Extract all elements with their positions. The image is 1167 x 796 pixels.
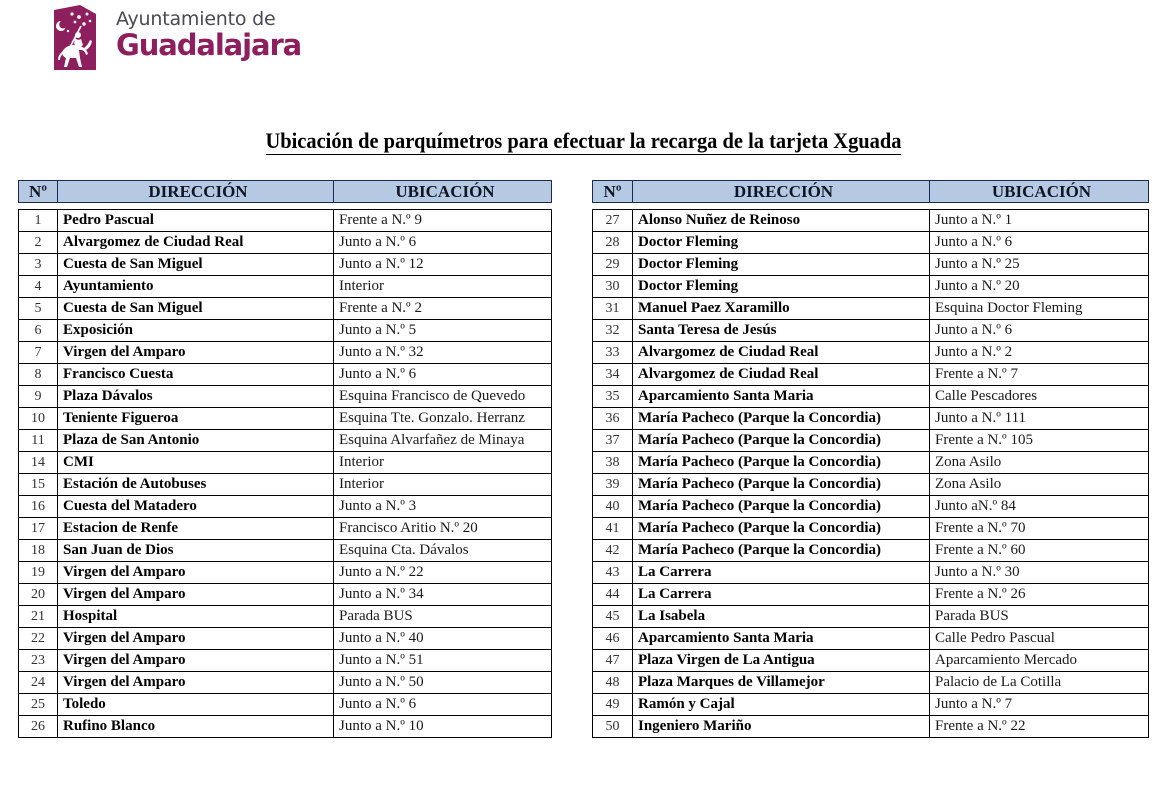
cell-direccion: María Pacheco (Parque la Concordia): [633, 518, 930, 540]
table-row: [19, 408, 552, 430]
cell-direccion: Doctor Fleming: [633, 232, 930, 254]
cell-direccion: Santa Teresa de Jesús: [633, 320, 930, 342]
table-row: [19, 562, 552, 584]
table-row: [593, 672, 1149, 694]
cell-num: 18: [19, 540, 58, 562]
cell-ubicacion: Frente a N.º 7: [930, 364, 1149, 386]
cell-num: 7: [19, 342, 58, 364]
cell-num: 6: [19, 320, 58, 342]
cell-ubicacion: Esquina Cta. Dávalos: [334, 540, 552, 562]
table-row: [19, 430, 552, 452]
cell-direccion: Virgen del Amparo: [58, 628, 334, 650]
cell-direccion: Cuesta de San Miguel: [58, 298, 334, 320]
cell-num: 27: [593, 210, 633, 232]
cell-ubicacion: Parada BUS: [334, 606, 552, 628]
cell-ubicacion: Esquina Alvarfañez de Minaya: [334, 430, 552, 452]
cell-num: 38: [593, 452, 633, 474]
cell-direccion: Cuesta del Matadero: [58, 496, 334, 518]
table-row: [19, 452, 552, 474]
cell-direccion: Exposición: [58, 320, 334, 342]
cell-direccion: Manuel Paez Xaramillo: [633, 298, 930, 320]
cell-ubicacion: Junto a N.º 7: [930, 694, 1149, 716]
table-row: [593, 386, 1149, 408]
cell-num: 1: [19, 210, 58, 232]
cell-ubicacion: Frente a N.º 26: [930, 584, 1149, 606]
cell-ubicacion: Junto a N.º 5: [334, 320, 552, 342]
column-header-direccion: DIRECCIÓN: [633, 181, 930, 203]
cell-num: 48: [593, 672, 633, 694]
table-row: [593, 430, 1149, 452]
table-row: [593, 474, 1149, 496]
cell-num: 32: [593, 320, 633, 342]
cell-direccion: Doctor Fleming: [633, 254, 930, 276]
cell-ubicacion: Zona Asilo: [930, 474, 1149, 496]
cell-ubicacion: Junto a N.º 2: [930, 342, 1149, 364]
cell-direccion: Pedro Pascual: [58, 210, 334, 232]
cell-ubicacion: Palacio de La Cotilla: [930, 672, 1149, 694]
cell-direccion: San Juan de Dios: [58, 540, 334, 562]
cell-direccion: Plaza de San Antonio: [58, 430, 334, 452]
cell-num: 25: [19, 694, 58, 716]
cell-ubicacion: Junto a N.º 12: [334, 254, 552, 276]
parkmeter-table-right: [592, 180, 1149, 738]
table-row: [19, 606, 552, 628]
cell-ubicacion: Frente a N.º 105: [930, 430, 1149, 452]
table-row: [19, 672, 552, 694]
page-title: [41, 128, 1126, 154]
cell-direccion: Alvargomez de Ciudad Real: [633, 342, 930, 364]
cell-direccion: Alvargomez de Ciudad Real: [633, 364, 930, 386]
cell-direccion: La Isabela: [633, 606, 930, 628]
cell-direccion: María Pacheco (Parque la Concordia): [633, 474, 930, 496]
cell-num: 26: [19, 716, 58, 738]
table-row: [593, 320, 1149, 342]
column-header-num: Nº: [593, 181, 633, 203]
cell-ubicacion: Junto a N.º 3: [334, 496, 552, 518]
cell-ubicacion: Frente a N.º 22: [935, 718, 1026, 734]
cell-ubicacion: Interior: [334, 276, 552, 298]
cell-direccion: Teniente Figueroa: [58, 408, 334, 430]
cell-direccion: María Pacheco (Parque la Concordia): [633, 540, 930, 562]
cell-direccion: Virgen del Amparo: [58, 562, 334, 584]
table-row: [593, 232, 1149, 254]
cell-num: 47: [593, 650, 633, 672]
cell-direccion: Cuesta de San Miguel: [58, 254, 334, 276]
cell-direccion: CMI: [58, 452, 334, 474]
table-row: [593, 452, 1149, 474]
cell-ubicacion: Aparcamiento Mercado: [930, 650, 1149, 672]
cell-num: 35: [593, 386, 633, 408]
cell-direccion: Hospital: [58, 606, 334, 628]
cell-ubicacion: Frente a N.º 70: [930, 518, 1149, 540]
table-row: [19, 518, 552, 540]
table-right-body: [592, 209, 1149, 738]
table-left-header: [18, 180, 552, 203]
cell-ubicacion: Junto a N.º 22: [334, 562, 552, 584]
table-row: [19, 628, 552, 650]
cell-direccion: Rufino Blanco: [58, 716, 334, 738]
cell-ubicacion: Junto a N.º 40: [334, 628, 552, 650]
parkmeter-table-left: [18, 180, 552, 738]
table-row: [19, 716, 552, 738]
cell-num: 11: [19, 430, 58, 452]
table-left-body: [18, 209, 552, 738]
cell-ubicacion: Frente a N.º 2: [334, 298, 552, 320]
cell-num: 23: [19, 650, 58, 672]
cell-ubicacion: Junto a N.º 10: [339, 718, 424, 734]
column-header-ubicacion: UBICACIÓN: [930, 181, 1149, 203]
cell-ubicacion: Junto aN.º 84: [930, 496, 1149, 518]
cell-num: 37: [593, 430, 633, 452]
table-row: [19, 232, 552, 254]
table-row: [593, 276, 1149, 298]
cell-ubicacion: Calle Pedro Pascual: [930, 628, 1149, 650]
cell-num: 9: [19, 386, 58, 408]
cell-num: 10: [19, 408, 58, 430]
cell-num: 31: [593, 298, 633, 320]
table-row: [19, 496, 552, 518]
cell-ubicacion: Junto a N.º 25: [930, 254, 1149, 276]
cell-ubicacion: Junto a N.º 111: [930, 408, 1149, 430]
cell-num: 30: [593, 276, 633, 298]
cell-direccion: Plaza Marques de Villamejor: [633, 672, 930, 694]
cell-direccion: Ramón y Cajal: [633, 694, 930, 716]
cell-num: 39: [593, 474, 633, 496]
cell-direccion: Francisco Cuesta: [58, 364, 334, 386]
cell-num: 43: [593, 562, 633, 584]
table-row: [19, 364, 552, 386]
cell-direccion: Estacion de Renfe: [58, 518, 334, 540]
cell-direccion: Toledo: [58, 694, 334, 716]
cell-num: 2: [19, 232, 58, 254]
cell-ubicacion: Esquina Doctor Fleming: [930, 298, 1149, 320]
cell-num: 50: [593, 716, 633, 738]
table-header-row: [593, 181, 1149, 203]
cell-direccion: María Pacheco (Parque la Concordia): [633, 452, 930, 474]
column-header-num: Nº: [19, 181, 58, 203]
cell-direccion: Virgen del Amparo: [58, 672, 334, 694]
cell-direccion: La Carrera: [633, 584, 930, 606]
cell-direccion: Alonso Nuñez de Reinoso: [633, 210, 930, 232]
table-row: [593, 562, 1149, 584]
cell-ubicacion: Junto a N.º 34: [334, 584, 552, 606]
cell-num: 41: [593, 518, 633, 540]
cell-num: 20: [19, 584, 58, 606]
cell-direccion: Ingeniero Mariño: [633, 716, 930, 738]
table-row: [19, 694, 552, 716]
cell-ubicacion: Junto a N.º 30: [930, 562, 1149, 584]
cell-num: 49: [593, 694, 633, 716]
cell-num: 4: [19, 276, 58, 298]
table-row: [593, 694, 1149, 716]
cell-ubicacion: Junto a N.º 6: [334, 694, 552, 716]
cell-num: 3: [19, 254, 58, 276]
table-row: [19, 584, 552, 606]
cell-ubicacion: Zona Asilo: [930, 452, 1149, 474]
cell-direccion: Virgen del Amparo: [58, 650, 334, 672]
cell-direccion: Virgen del Amparo: [58, 584, 334, 606]
table-row: [19, 210, 552, 232]
cell-ubicacion: Frente a N.º 60: [930, 540, 1149, 562]
cell-direccion: María Pacheco (Parque la Concordia): [633, 408, 930, 430]
table-header-row: [19, 181, 552, 203]
cell-num: 14: [19, 452, 58, 474]
logo-line-ayuntamiento: Ayuntamiento de: [116, 8, 276, 30]
cell-direccion: La Carrera: [633, 562, 930, 584]
cell-num: 46: [593, 628, 633, 650]
column-header-ubicacion: UBICACIÓN: [334, 181, 552, 203]
cell-direccion: Plaza Dávalos: [58, 386, 334, 408]
cell-direccion: Aparcamiento Santa Maria: [633, 628, 930, 650]
table-row: [19, 650, 552, 672]
cell-ubicacion: Parada BUS: [930, 606, 1149, 628]
table-right-header: [592, 180, 1149, 203]
cell-num: 40: [593, 496, 633, 518]
cell-ubicacion: Junto a N.º 6: [930, 232, 1149, 254]
cell-num: 15: [19, 474, 58, 496]
cell-ubicacion: Junto a N.º 20: [930, 276, 1149, 298]
cell-direccion: Estación de Autobuses: [58, 474, 334, 496]
cell-num: 17: [19, 518, 58, 540]
table-row: [19, 254, 552, 276]
table-row: [593, 584, 1149, 606]
cell-num: 24: [19, 672, 58, 694]
cell-direccion: María Pacheco (Parque la Concordia): [633, 496, 930, 518]
cell-ubicacion: Francisco Aritio N.º 20: [334, 518, 552, 540]
cell-ubicacion: Junto a N.º 32: [334, 342, 552, 364]
cell-num: 33: [593, 342, 633, 364]
cell-ubicacion: Junto a N.º 6: [334, 232, 552, 254]
table-row: [593, 342, 1149, 364]
cell-num: 42: [593, 540, 633, 562]
cell-num: 45: [593, 606, 633, 628]
cell-ubicacion: Junto a N.º 6: [334, 364, 552, 386]
table-row: [593, 518, 1149, 540]
cell-direccion: Alvargomez de Ciudad Real: [58, 232, 334, 254]
table-row: [593, 628, 1149, 650]
cell-ubicacion: Calle Pescadores: [930, 386, 1149, 408]
table-row: [19, 276, 552, 298]
cell-ubicacion: Junto a N.º 50: [334, 672, 552, 694]
table-row: [593, 364, 1149, 386]
cell-ubicacion: Interior: [334, 452, 552, 474]
cell-num: 21: [19, 606, 58, 628]
table-row: [593, 408, 1149, 430]
cell-num: 34: [593, 364, 633, 386]
table-row: [19, 540, 552, 562]
table-row: [593, 716, 1149, 738]
table-row: [19, 342, 552, 364]
page-title-text: Ubicación de parquímetros para efectuar la recarga de la tarjeta Xguada: [265, 128, 902, 153]
cell-ubicacion: Esquina Tte. Gonzalo. Herranz: [334, 408, 552, 430]
cell-ubicacion: Junto a N.º 6: [930, 320, 1149, 342]
table-row: [19, 474, 552, 496]
cell-direccion: Plaza Virgen de La Antigua: [633, 650, 930, 672]
logo-wordmark: [116, 4, 301, 60]
cell-ubicacion: Frente a N.º 9: [334, 210, 552, 232]
cell-ubicacion: Esquina Francisco de Quevedo: [334, 386, 552, 408]
cell-ubicacion: Junto a N.º 51: [334, 650, 552, 672]
cell-num: 16: [19, 496, 58, 518]
cell-num: 8: [19, 364, 58, 386]
cell-ubicacion: Junto a N.º 1: [930, 210, 1149, 232]
municipality-logo: [44, 4, 301, 72]
table-row: [593, 298, 1149, 320]
cell-num: 22: [19, 628, 58, 650]
table-row: [593, 210, 1149, 232]
logo-line-guadalajara: Guadalajara: [116, 28, 302, 62]
cell-direccion: Ayuntamiento: [58, 276, 334, 298]
cell-num: 5: [19, 298, 58, 320]
table-row: [593, 540, 1149, 562]
table-row: [593, 606, 1149, 628]
cell-direccion: Doctor Fleming: [633, 276, 930, 298]
cell-num: 44: [593, 584, 633, 606]
cell-ubicacion: Interior: [334, 474, 552, 496]
cell-num: 29: [593, 254, 633, 276]
table-row: [593, 254, 1149, 276]
cell-num: 36: [593, 408, 633, 430]
column-header-direccion: DIRECCIÓN: [58, 181, 334, 203]
cell-direccion: María Pacheco (Parque la Concordia): [633, 430, 930, 452]
table-row: [19, 298, 552, 320]
table-row: [593, 496, 1149, 518]
cell-num: 19: [19, 562, 58, 584]
cell-direccion: Virgen del Amparo: [58, 342, 334, 364]
cell-num: 28: [593, 232, 633, 254]
cell-direccion: Aparcamiento Santa Maria: [633, 386, 930, 408]
table-row: [19, 320, 552, 342]
table-row: [19, 386, 552, 408]
guadalajara-coat-of-arms-icon: [44, 4, 106, 72]
table-row: [593, 650, 1149, 672]
